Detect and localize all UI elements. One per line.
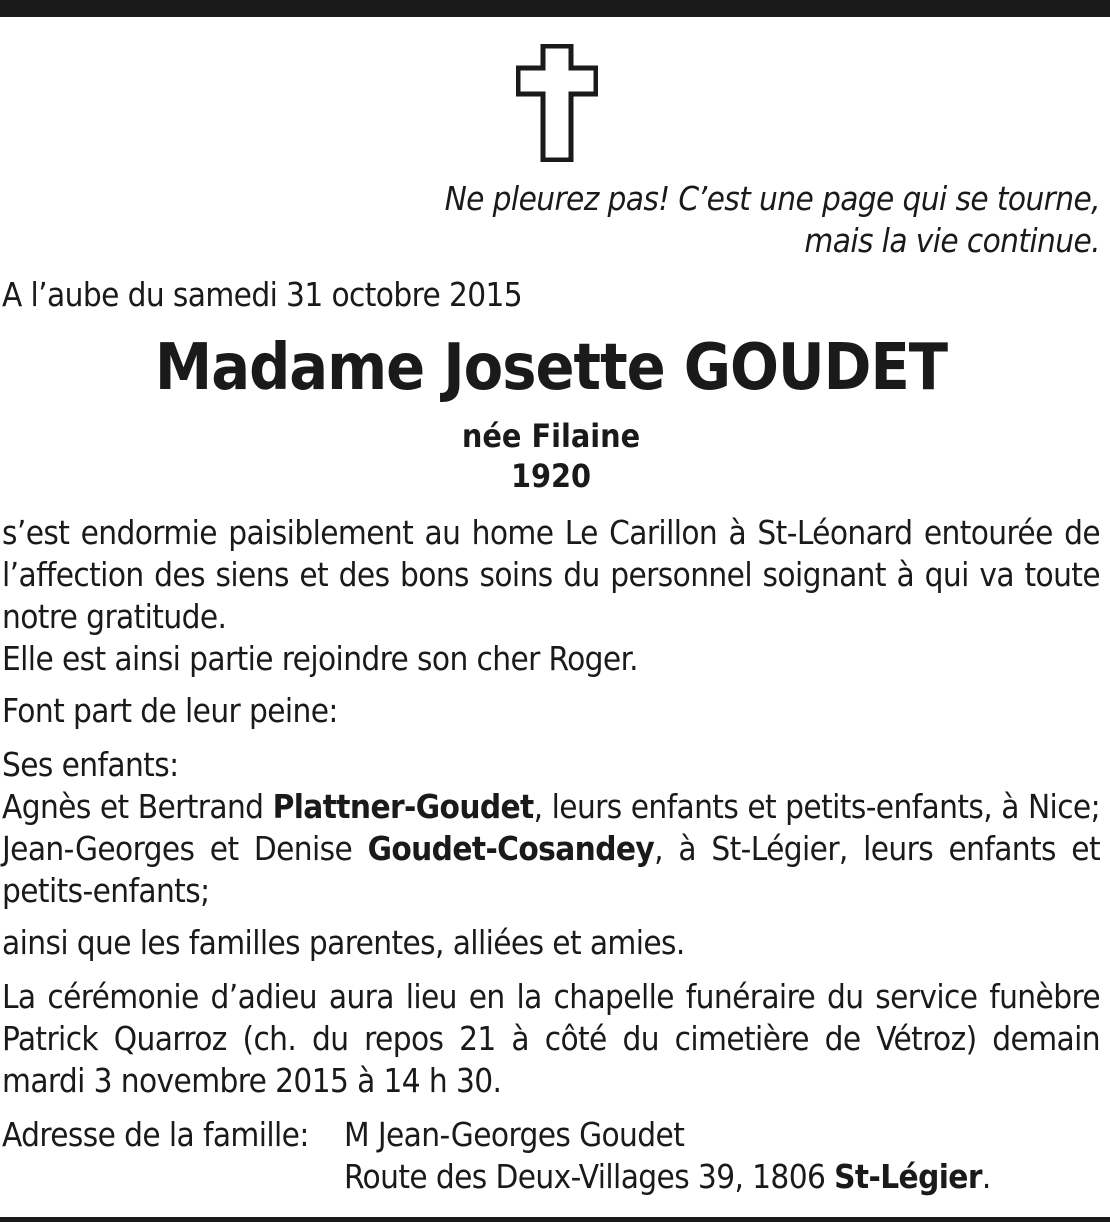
bottom-border xyxy=(0,1217,1110,1222)
announcement-line: notre gratitude. xyxy=(2,597,227,636)
top-border xyxy=(0,0,1110,17)
address-city: St-Légier xyxy=(834,1157,982,1196)
child-names: Jean-Georges et Denise xyxy=(2,829,368,868)
ceremony-line: Patrick Quarroz (ch. du repos 21 à côté du cimetière de Vétroz) demain xyxy=(2,1019,1100,1058)
children-heading: Ses enfants: xyxy=(2,745,179,784)
child-entry-continued: petits-enfants; xyxy=(2,871,210,910)
maiden-name: née Filaine xyxy=(461,417,641,455)
announcement-line: Elle est ainsi partie rejoindre son cher Roger. xyxy=(2,639,638,678)
ceremony-paragraph xyxy=(2,976,1100,1102)
address-label: Adresse de la famille: xyxy=(2,1115,309,1154)
child-entry xyxy=(2,786,1100,828)
child-details: , à St-Légier, leurs enfants et xyxy=(654,829,1100,868)
address-punctuation: . xyxy=(981,1157,991,1196)
announcement-line: s’est endormie paisiblement au home Le Carillon à St-Léonard entourée de xyxy=(2,513,1100,552)
epigraph xyxy=(445,178,1100,262)
address-street: Route des Deux-Villages 39, 1806 xyxy=(344,1157,835,1196)
address-line xyxy=(344,1156,991,1198)
cross-icon xyxy=(516,44,598,162)
child-family-name: Goudet-Cosandey xyxy=(367,829,655,868)
address-line: M Jean-Georges Goudet xyxy=(344,1115,685,1154)
epigraph-line: Ne pleurez pas! C’est une page qui se tourne, xyxy=(444,179,1100,218)
children-section xyxy=(2,744,1100,912)
ceremony-line: mardi 3 novembre 2015 à 14 h 30. xyxy=(2,1061,502,1100)
dateline: A l’aube du samedi 31 octobre 2015 xyxy=(2,275,523,314)
family-address xyxy=(344,1114,991,1198)
families-line: ainsi que les familles parentes, alliées et amies. xyxy=(2,923,685,962)
child-family-name: Plattner-Goudet xyxy=(272,787,534,826)
child-names: Agnès et Bertrand xyxy=(2,787,273,826)
ceremony-line: La cérémonie d’adieu aura lieu en la chapelle funéraire du service funèbre xyxy=(2,977,1100,1016)
child-details: , leurs enfants et petits-enfants, à Nice; xyxy=(533,787,1100,826)
announcement-paragraph xyxy=(2,512,1100,680)
child-entry xyxy=(2,828,1100,870)
deceased-name: Madame Josette GOUDET xyxy=(154,331,948,405)
grief-intro: Font part de leur peine: xyxy=(2,691,338,730)
epigraph-line: mais la vie continue. xyxy=(804,221,1100,260)
announcement-line: l’affection des siens et des bons soins du personnel soignant à qui va toute xyxy=(2,555,1100,594)
birth-year: 1920 xyxy=(510,457,592,495)
